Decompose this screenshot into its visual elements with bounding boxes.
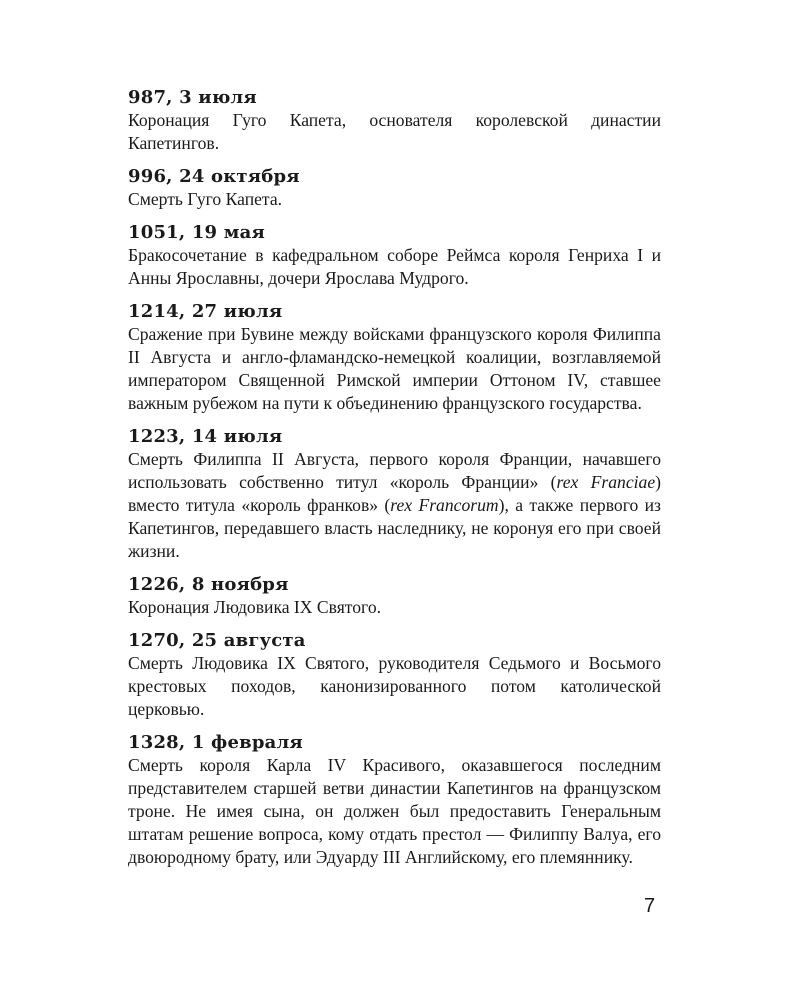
page-number: 7 [644,895,656,917]
chronology-entry [128,731,661,869]
entry-text: Смерть Людовика IX Святого, руководителя Седьмого и Восьмого крестовых походов, канонизированного потом католической церковью. [128,653,661,719]
entry-date: 987, 3 июля [128,87,257,108]
entry-text-segment: ), а также первого из Капетингов, передавшего власть наследнику, не коронуя его при своей жизни. [128,495,661,561]
chronology-entry [128,629,661,721]
entry-date: 1270, 25 августа [128,630,306,651]
latin-title: rex Franciae [556,472,656,492]
entry-text-segment: Смерть Филиппа II Августа, первого короля Франции, начавшего использовать собственно титул «король Франции» ( [128,449,661,492]
entry-text [128,448,661,563]
entry-text-segment: ) вместо титула «король франков» ( [128,472,661,515]
chronology-page [128,86,661,879]
entry-text: Смерть Гуго Капета. [128,189,283,209]
entry-date: 1226, 8 ноября [128,574,289,595]
chronology-entry [128,573,661,619]
chronology-entry [128,300,661,415]
entry-text: Бракосочетание в кафедральном соборе Реймса короля Генриха I и Анны Ярославны, дочери Ярослава Мудрого. [128,245,661,288]
entry-text: Коронация Гуго Капета, основателя королевской династии Капетингов. [128,110,661,153]
entry-date: 1214, 27 июля [128,301,283,322]
entry-text: Смерть короля Карла IV Красивого, оказавшегося последним представителем старшей ветви династии Капетингов на французском троне. Не имея сына, он должен был предоставить Генеральным штатам решение вопроса, кому отдать престол — Филиппу Валуа, его двоюродному брату, или Эдуарду III Английскому, его племяннику. [128,755,661,867]
entry-text: Сражение при Бувине между войсками французского короля Филиппа II Августа и англо-фламандско-немецкой коалиции, возглавляемой императором Священной Римской империи Оттоном IV, ставшее важным рубежом на пути к объединению французского государства. [128,324,661,413]
entry-date: 996, 24 октября [128,166,300,187]
entry-date: 1328, 1 февраля [128,732,303,753]
chronology-entry [128,165,661,211]
entry-text: Коронация Людовика IX Святого. [128,597,382,617]
chronology-entry [128,221,661,290]
latin-title: rex Francorum [390,495,499,515]
entry-date: 1223, 14 июля [128,426,283,447]
chronology-entry [128,425,661,563]
entry-date: 1051, 19 мая [128,222,265,243]
chronology-entry [128,86,661,155]
